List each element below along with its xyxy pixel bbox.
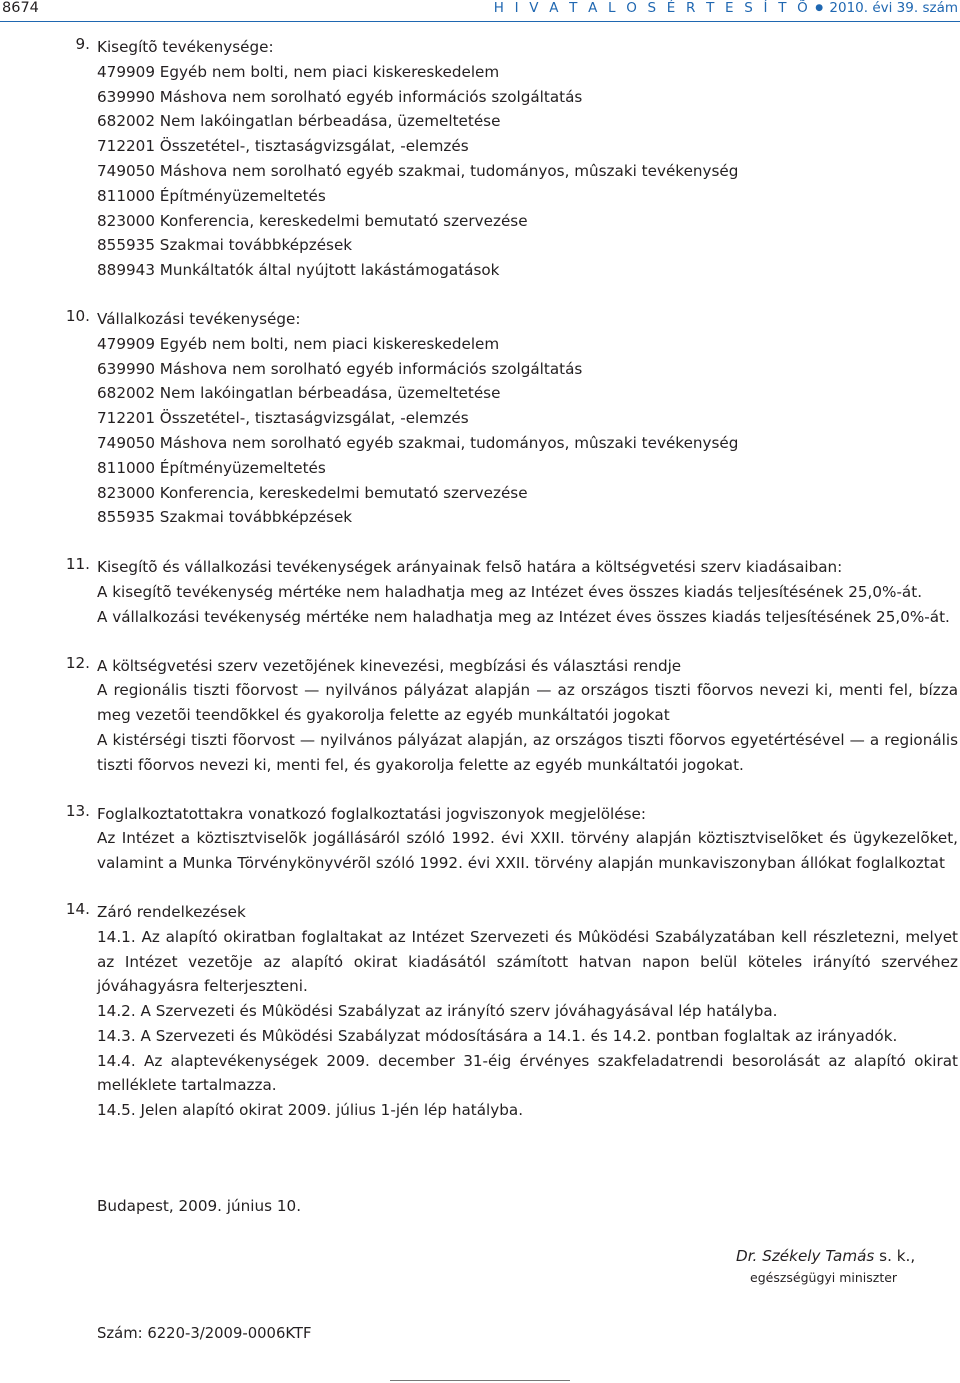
section-9	[0, 35, 960, 283]
list-item: 712201 Összetétel-, tisztaságvizsgálat, -elemzés	[97, 137, 469, 156]
list-item: 479909 Egyéb nem bolti, nem piaci kiskereskedelem	[97, 334, 500, 353]
section-body	[97, 654, 958, 778]
paragraph: A kistérségi tiszti fõorvost — nyilvános pályázat alapján, az országos tiszti fõorvos egyetértésével — a regionális tiszti fõorvos nevezi ki, menti fel, és gyakorolja felette az egyéb munkáltatói jogokat.	[97, 730, 958, 774]
paragraph: 14.3. A Szervezeti és Mûködési Szabályzat módosítására a 14.1. és 14.2. pontban foglaltak az irányadók.	[97, 1026, 898, 1045]
list-item: 889943 Munkáltatók által nyújtott lakástámogatások	[97, 261, 500, 280]
list-item: 823000 Konferencia, kereskedelmi bemutató szervezése	[97, 483, 528, 502]
section-title: Záró rendelkezések	[97, 902, 246, 921]
section-title: A költségvetési szerv vezetõjének kinevezési, megbízási és választási rendje	[97, 656, 682, 675]
document-body	[0, 35, 960, 1123]
section-number: 12.	[65, 653, 90, 672]
section-11	[0, 555, 960, 629]
document-number: Szám: 6220-3/2009-0006KTF	[97, 1325, 312, 1342]
section-title: Foglalkoztatottakra vonatkozó foglalkoztatási jogviszonyok megjelölése:	[97, 804, 646, 823]
section-title: Vállalkozási tevékenysége:	[97, 309, 301, 328]
list-item: 479909 Egyéb nem bolti, nem piaci kiskereskedelem	[97, 62, 500, 81]
paragraph: Az Intézet a köztisztviselõk jogállásáról szóló 1992. évi XXII. törvény alapján köztisztviselõket és ügykezelõket, valamint a Munka Törvénykönyvérõl szóló 1992. évi XXII. törvény alapján munkaviszonyban állókat foglalkoztat	[97, 829, 958, 873]
paragraph: 14.5. Jelen alapító okirat 2009. július 1-jén lép hatályba.	[97, 1101, 524, 1120]
section-title: Kisegítõ tevékenysége:	[97, 38, 274, 56]
section-body	[97, 802, 958, 876]
section-number: 13.	[65, 801, 90, 820]
section-10	[0, 307, 960, 530]
section-body	[97, 307, 958, 530]
page-number: 8674	[2, 0, 39, 16]
section-title: Kisegítõ és vállalkozási tevékenységek arányainak felsõ határa a költségvetési szerv kiadásaiban:	[97, 558, 843, 577]
header-divider	[0, 21, 960, 22]
list-item: 855935 Szakmai továbbképzések	[97, 508, 353, 527]
section-number: 10.	[65, 306, 90, 325]
section-14	[0, 900, 960, 1123]
list-item: 811000 Építményüzemeltetés	[97, 186, 326, 205]
list-item: 712201 Összetétel-, tisztaságvizsgálat, -elemzés	[97, 409, 469, 428]
place-date: Budapest, 2009. június 10.	[97, 1197, 302, 1215]
list-item: 811000 Építményüzemeltetés	[97, 458, 326, 477]
list-item: 639990 Máshova nem sorolható egyéb információs szolgáltatás	[97, 87, 583, 106]
footer-divider	[390, 1380, 570, 1381]
list-item: 639990 Máshova nem sorolható egyéb információs szolgáltatás	[97, 359, 583, 378]
list-item: A vállalkozási tevékenység mértéke nem haladhatja meg az Intézet éves összes kiadás teljesítésének 25,0%-át.	[97, 607, 950, 626]
list-item: 749050 Máshova nem sorolható egyéb szakmai, tudományos, mûszaki tevékenység	[97, 161, 739, 180]
signer-title: egészségügyi miniszter	[750, 1270, 898, 1285]
section-body	[97, 900, 958, 1123]
running-head	[494, 0, 958, 16]
list-item: 855935 Szakmai továbbképzések	[97, 236, 353, 255]
issue-label: 2010. évi 39. szám	[829, 0, 958, 16]
paragraph: A regionális tiszti fõorvost — nyilvános pályázat alapján — az országos tiszti fõorvos nevezi ki, menti fel, bízza meg vezetõi teendõkkel és gyakorolja felette az egyéb munkáltatói jogokat	[97, 681, 958, 725]
signer-line	[736, 1247, 915, 1265]
paragraph: 14.1. Az alapító okiratban foglaltakat az Intézet Szervezeti és Mûködési Szabályzatában kell részletezni, melyet az Intézet vezetõje az alapító okirat kiadásától számított hatvan napon belül köteles irányító szervéhez jóváhagyásra felterjeszteni.	[97, 927, 958, 996]
section-12	[0, 654, 960, 778]
list-item: 682002 Nem lakóingatlan bérbeadása, üzemeltetése	[97, 384, 501, 403]
journal-title: H I V A T A L O S É R T E S Í T Õ	[493, 0, 811, 16]
paragraph: 14.4. Az alaptevékenységek 2009. december 31-éig érvényes szakfeladatrendi besorolását az alapító okirat melléklete tartalmazza.	[97, 1051, 958, 1095]
bullet-icon: ●	[815, 3, 824, 13]
section-body	[97, 35, 958, 283]
section-number: 14.	[65, 899, 90, 918]
section-number: 11.	[65, 555, 90, 574]
section-body	[97, 555, 958, 629]
list-item: A kisegítõ tevékenység mértéke nem haladhatja meg az Intézet éves összes kiadás teljesítésének 25,0%-át.	[97, 582, 923, 601]
section-number: 9.	[75, 35, 90, 53]
paragraph: 14.2. A Szervezeti és Mûködési Szabályzat az irányító szerv jóváhagyásával lép hatályba.	[97, 1002, 778, 1021]
section-13	[0, 802, 960, 876]
page-header	[0, 0, 960, 22]
list-item: 749050 Máshova nem sorolható egyéb szakmai, tudományos, mûszaki tevékenység	[97, 433, 739, 452]
signer-name: Dr. Székely Tamás	[736, 1247, 875, 1265]
list-item: 823000 Konferencia, kereskedelmi bemutató szervezése	[97, 211, 528, 230]
signer-suffix: s. k.,	[874, 1247, 916, 1265]
list-item: 682002 Nem lakóingatlan bérbeadása, üzemeltetése	[97, 112, 501, 131]
